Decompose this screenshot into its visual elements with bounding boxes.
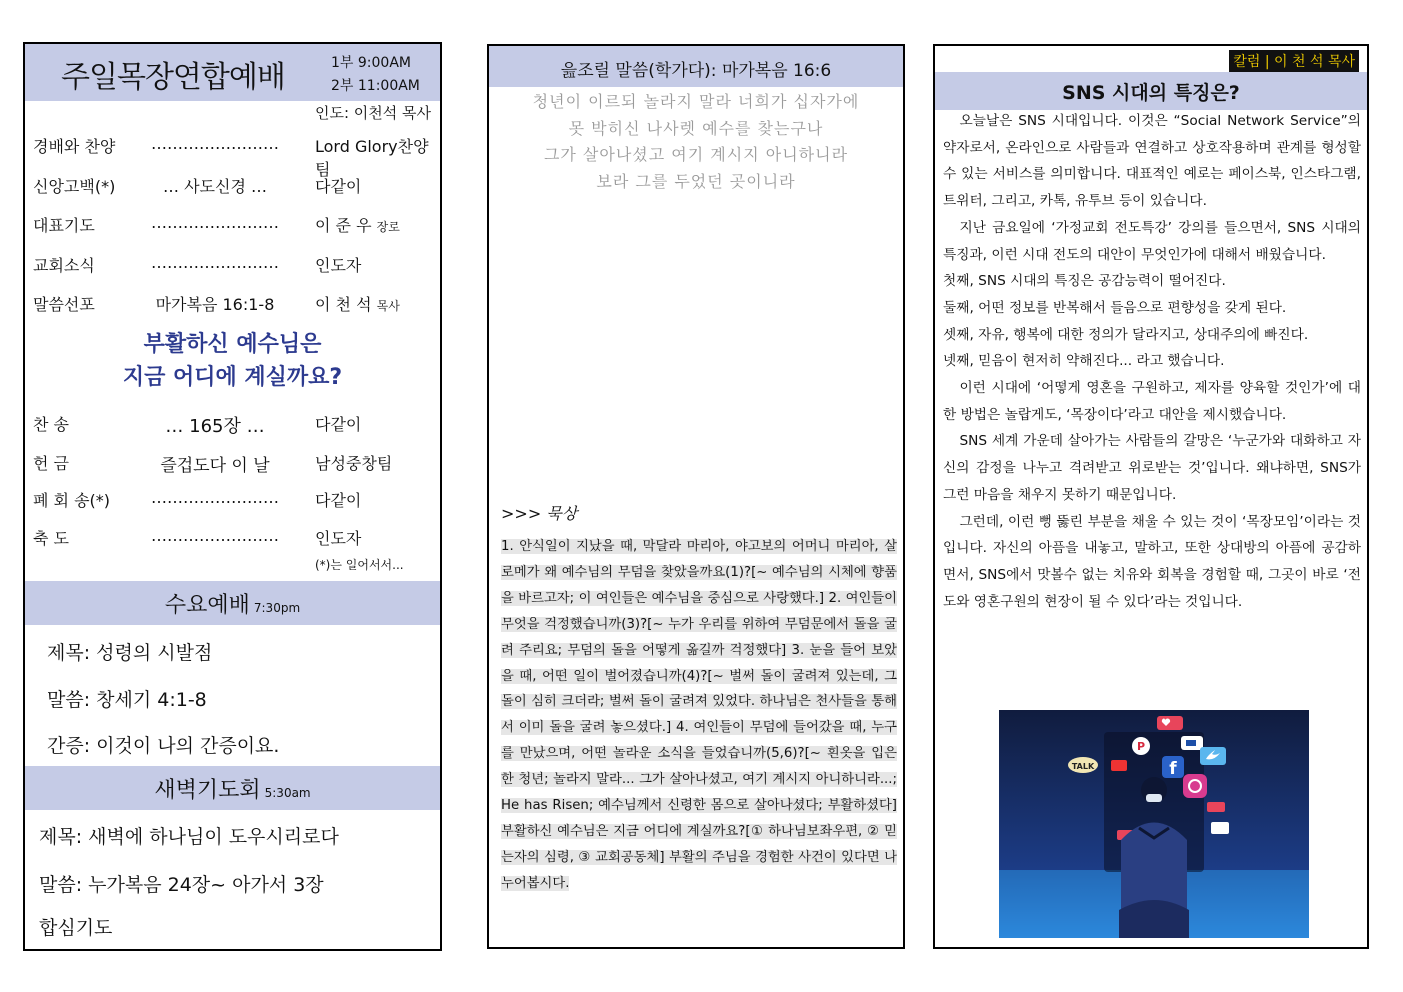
column-paragraph: 오늘날은 SNS 시대입니다. 이것은 “Social Network Service”의 약자로서, 온라인으로 사람들과 연결하고 상호작용하며 관계를 형성할 수 있는 서비스를 의미합니다. 대표적인 예로는 페이스북, 인스타그램, 트위터, 그리고, 카톡, 유투브 등이 있습니다. [943, 113, 1361, 210]
sunday-worship-title: 주일목장연합예배 [61, 60, 285, 95]
meditation-body: 1. 안식일이 지났을 때, 막달라 마리아, 야고보의 어머니 마리아, 살로메가 왜 예수님의 무덤을 찾았을까요(1)?[~ 예수님의 시체에 향품을 바르고자; 이 여인들은 예수님을 중심으로 사랑했다.] 2. 여인들이 무엇을 걱정했습니까(3)?[~ 누가 우리를 위하여 무덤문에서 돌을 굴려 주리요; 무덤의 돌을 어떻게 옮길까 걱정했다] 3. 눈을 들어 보았을 때, 어떤 일이 벌어졌습니까(4)?[~ 벌써 돌이 굴려져 있는데, 그 돌이 심히 크더라; 벌써 돌이 굴려져 있었다. 하나님은 천사들을 통해서 이미 돌을 굴려 놓으셨다.] 4. 여인들이 무덤에 들어갔을 때, 누구를 만났으며, 어떤 놀라운 소식을 들었습니까(5,6)?[~ 흰옷을 입은 한 청년; 놀라지 말라... 그가 살아나셨고, 여기 계시지 아니하니라...; He has Risen; 예수님께서 신령한 몸으로 살아나셨다; 부활하셨다] 부활하신 예수님은 지금 어디에 계실까요?[① 하나님보좌우편, ② 믿는자의 심령, ③ 교회공동체] 부활의 주님을 경험한 사건이 있다면 나누어봅시다. [501, 539, 897, 891]
standing-note: (*)는 일어서서... [315, 558, 404, 572]
dawn-title: 새벽기도회 [154, 778, 261, 803]
order-row [25, 251, 440, 279]
talk-bubble-icon [1068, 757, 1098, 773]
meditation-heading: >>> 묵상 [501, 504, 578, 523]
dawn-prayer-header [25, 766, 440, 810]
svg-text:f: f [1169, 759, 1177, 779]
twitter-icon [1200, 747, 1226, 765]
column-paragraph: 그런데, 이런 뻥 뚫린 부분을 채울 수 있는 것이 ‘목장모임’이라는 것입니다. 자신의 아픔을 내놓고, 말하고, 또한 상대방의 아픔에 공감하면서, SNS에서 맛볼수 없는 치유와 회복을 경험할 때, 그곳이 바로 ‘전도와 영혼구원의 현장이 될 수 있다’라는 것입니다. [943, 513, 1361, 610]
like-bubble-icon [1211, 822, 1229, 834]
order-item: 찬 송 [33, 415, 69, 434]
dawn-subject: 제목: 새벽에 하나님이 도우시리로다 [39, 826, 339, 848]
facebook-icon [1162, 756, 1184, 779]
column-tag: 칼럼 | 이 천 석 목사 [1229, 50, 1359, 72]
order-row [25, 486, 440, 514]
sunday-worship-header [25, 44, 440, 101]
like-bubble-icon [1181, 736, 1203, 750]
worship-leader: 인도: 이천석 목사 [315, 104, 432, 122]
svg-text:P: P [1136, 740, 1146, 753]
order-item: 대표기도 [33, 216, 95, 235]
wednesday-time: 7:30pm [253, 601, 301, 615]
recitation-title: 읊조릴 말씀(학가다): 마가복음 16:6 [560, 61, 832, 81]
order-middle: …………………… [151, 134, 279, 153]
order-who: Lord Glory찬양팀 [315, 137, 429, 179]
order-who: 다같이 [315, 491, 362, 510]
order-row [25, 290, 440, 318]
first-service-time: 1부 9:00AM [331, 55, 411, 71]
order-middle: …………………… [151, 253, 279, 272]
svg-text:TALK: TALK [1071, 762, 1095, 771]
order-middle: … 사도신경 … [163, 177, 267, 196]
order-who: 이 준 우 장로 [315, 216, 400, 235]
column-paragraph: 셋째, 자유, 행복에 대한 정의가 달라지고, 상대주의에 빠진다. [943, 326, 1309, 343]
column-panel [933, 44, 1369, 949]
column-paragraph: SNS 세계 가운데 살아가는 사람들의 갈망은 ‘누군가와 대화하고 자신의 감정을 나누고 격려받고 위로받는 것’입니다. 왜냐하면, SNS가 그런 마음을 채우지 못하기 때문입니다. [943, 433, 1361, 503]
youtube-icon [1111, 760, 1127, 771]
order-row [25, 211, 440, 239]
order-who: 이 천 석 목사 [315, 295, 400, 314]
order-row [25, 132, 440, 179]
order-middle: …………………… [151, 526, 279, 545]
order-item: 교회소식 [33, 256, 95, 275]
column-title: SNS 시대의 특징은? [1062, 82, 1240, 104]
order-middle: …………………… [151, 213, 279, 232]
column-paragraph: 이런 시대에 ‘어떻게 영혼을 구원하고, 제자를 양육할 것인가’에 대한 방법은 놀랍게도, ‘목장이다’라고 대안을 제시했습니다. [943, 380, 1361, 423]
sns-illustration [999, 710, 1309, 938]
meditation-panel [487, 44, 905, 949]
wednesday-worship-header [25, 581, 440, 625]
column-paragraph: 넷째, 믿음이 현저히 약해진다... 라고 했습니다. [943, 353, 1225, 370]
order-who: 다같이 [315, 415, 362, 434]
order-middle: 즐겁도다 이 날 [160, 456, 270, 476]
wednesday-testimony: 간증: 이것이 나의 간증이요. [47, 735, 280, 757]
order-who: 인도자 [315, 529, 362, 548]
column-paragraph: 둘째, 어떤 정보를 반복해서 들음으로 편향성을 갖게 된다. [943, 299, 1287, 316]
dawn-scripture: 말씀: 누가복음 24장~ 아가서 3장 [39, 874, 324, 896]
order-row [25, 524, 440, 552]
column-body [943, 108, 1361, 615]
instagram-icon [1183, 774, 1207, 798]
heart-bubble-icon [1207, 802, 1225, 812]
memory-verse: 청년이 이르되 놀라지 말라 너희가 십자가에 못 박히신 나사렛 예수를 찾는구나 그가 살아나셨고 여기 계시지 아니하니라 보라 그를 두었던 곳이니라 [532, 92, 860, 191]
order-item: 신앙고백(*) [33, 177, 116, 196]
worship-order-panel [23, 42, 442, 951]
column-header [935, 72, 1367, 110]
dawn-time: 5:30am [264, 786, 311, 800]
order-who: 남성중창팀 [315, 454, 393, 473]
dawn-prayer: 합심기도 [39, 917, 113, 939]
order-row [25, 172, 440, 200]
order-row [25, 449, 440, 477]
order-item: 헌 금 [33, 454, 69, 473]
recitation-header [489, 46, 903, 87]
order-item: 말씀선포 [33, 295, 95, 314]
order-who: 인도자 [315, 256, 362, 275]
order-row [25, 410, 440, 438]
sermon-title: 부활하신 예수님은 지금 어디에 계실까요? [122, 332, 343, 390]
pinterest-icon [1132, 737, 1150, 755]
wednesday-scripture: 말씀: 창세기 4:1-8 [47, 689, 207, 711]
order-item: 축 도 [33, 529, 69, 548]
heart-bubble-icon [1157, 716, 1183, 730]
column-paragraph: 첫째, SNS 시대의 특징은 공감능력이 떨어진다. [943, 273, 1226, 290]
wednesday-title: 수요예배 [164, 593, 250, 618]
order-middle: … 165장 … [165, 416, 265, 437]
wednesday-subject: 제목: 성령의 시발점 [47, 642, 213, 664]
order-who: 다같이 [315, 177, 362, 196]
order-middle: 마가복음 16:1-8 [155, 295, 275, 314]
order-item: 폐 회 송(*) [33, 491, 111, 510]
column-paragraph: 지난 금요일에 ‘가정교회 전도특강’ 강의를 들으면서, SNS 시대의 특징과, 이런 시대 전도의 대안이 무엇인가에 대해서 배웠습니다. [943, 219, 1361, 263]
order-item: 경배와 찬양 [33, 137, 116, 156]
order-middle: …………………… [151, 488, 279, 507]
second-service-time: 2부 11:00AM [331, 78, 420, 94]
